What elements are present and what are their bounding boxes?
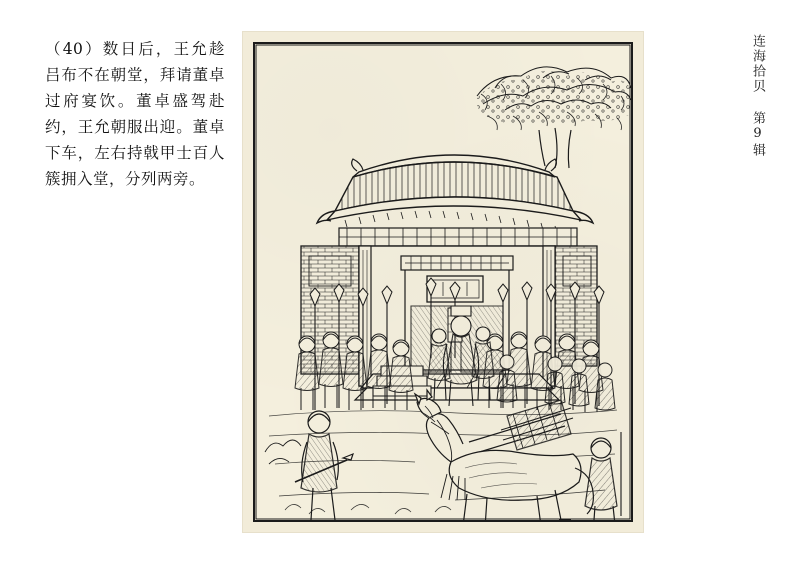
illustration-frame — [253, 42, 633, 522]
caption-text — [45, 36, 225, 192]
series-label: 连海拾贝 第9辑 — [750, 34, 765, 158]
illustration-plate — [243, 32, 643, 532]
illustration-drawing — [255, 44, 631, 520]
caption-body: （40）数日后，王允趁吕布不在朝堂，拜请董卓过府宴饮。董卓盛驾赴约，王允朝服出迎。董卓下车，左右持戟甲士百人簇拥入堂，分列两旁。 — [45, 40, 225, 188]
